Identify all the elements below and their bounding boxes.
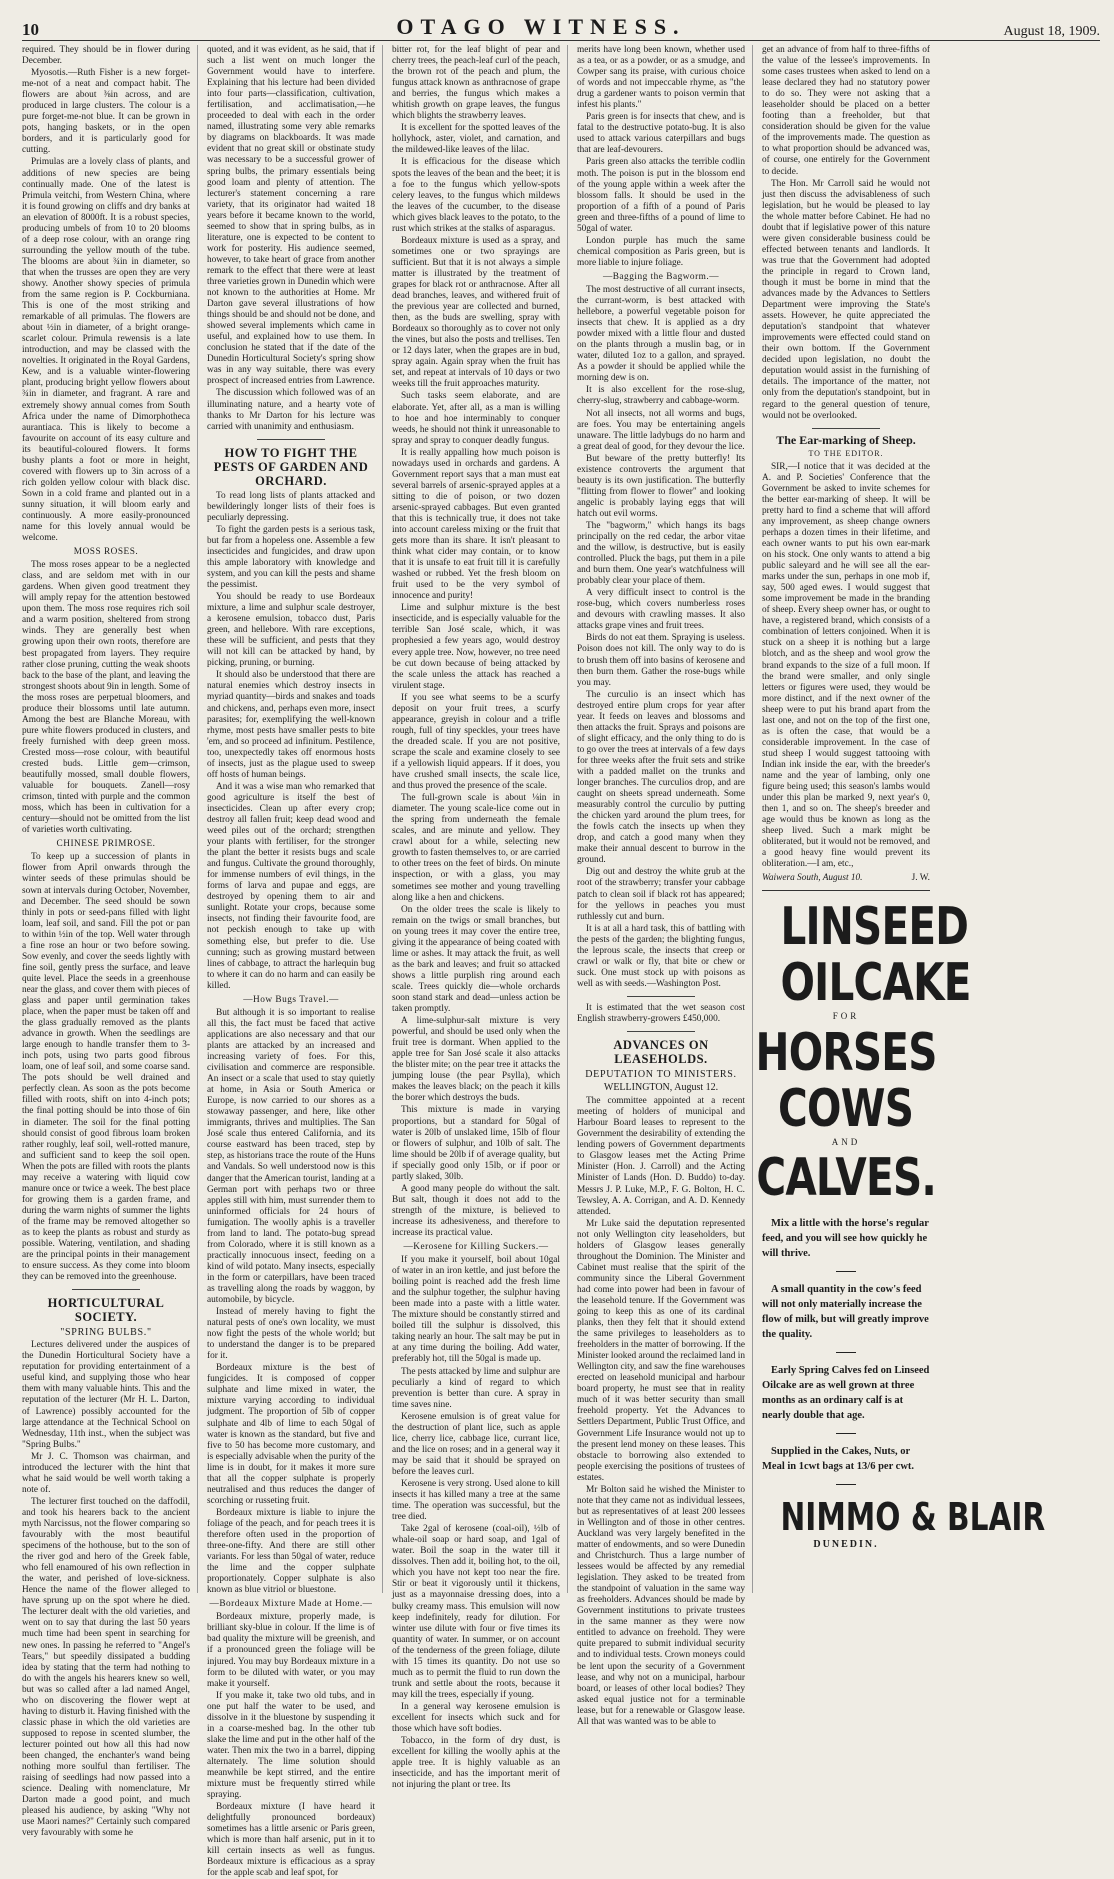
column-5 [755, 45, 1046, 1593]
paragraph: The discussion which followed was of an illuminating nature, and a hearty vote of thanks to Mr Darton for his lecture was carried with unanimity and enthusiasm. [207, 388, 375, 432]
dateline: WELLINGTON, August 12. [603, 1082, 719, 1094]
ad-word-linseed: LINSEED [780, 897, 969, 958]
paper-title: OTAGO WITNESS. [396, 14, 686, 39]
ad-for-label: FOR [832, 1011, 860, 1022]
ad-text-supply: Supplied in the Cakes, Nuts, or Meal in 1cwt bags at 13/6 per cwt. [762, 1445, 915, 1472]
section-subheading: —How Bugs Travel.— [243, 994, 339, 1005]
paragraph: Bordeaux mixture, properly made, is brilliant sky-blue in colour. If the lime is of bad quality the mixture will be greenish, and if a pronounced green the foliage will be injured. You may buy Bordeaux mixture in a form to be diluted with water, or you may make it yourself. [207, 1612, 375, 1689]
paragraph: If you make it, take two old tubs, and in one put half the water to be used, and dissolve in it the bluestone by suspending it in a coarse-meshed bag. In the other tub slake the lime and put in the other half of the water. Then mix the two in a barrel, dipping alternately. The lime solution should meanwhile be kept stirred, and the entire mixture must be frequently stirred while spraying. [207, 1690, 375, 1801]
paragraph: Kerosene is very strong. Used alone to kill insects it has killed many a tree at the same time. The operation was successful, but the tree died. [392, 1479, 560, 1523]
paragraph: If you make it yourself, boil about 10gal of water in an iron kettle, and just before the boiling point is reached add the fresh lime and the sulphur together, the sulphur having been made into a paste with a little water. The mixture should be constantly stirred and boiled till the sulphur is dissolved, this taking nearly an hour. The salt may be put in at any time during the boiling. Add water, preferably hot, till the 50gal is made up. [392, 1255, 560, 1365]
columns [22, 45, 1100, 1879]
article-headline: HORTICULTURAL SOCIETY. [47, 1296, 165, 1325]
ad-maker-name: NIMMO & BLAIR [780, 1494, 1046, 1539]
paragraph: The lecturer first touched on the daffodil, and took his hearers back to the ancient myth Narcissus, not the flower comparing so favourably with the most beautiful specimens of the hothouse, but to the son of the river god and hero of the Greek fable, who fell enamoured of his own reflection in the water, and perished of love-sickness. Hence the name of the flower alleged to have sprung up on the spot where he died. The lecturer dealt with the old varieties, and went on to say that during the last 50 years much time had been spent in searching for new ones. In passing he referred to "Angel's Tears," but speedily dissipated a budding idea by stating that the term had nothing to do with the angels his hearers knew so well, but was so called after a lad named Angel, who on discovering the flower wept at having to disturb it. Having finished with the classic phase in which the old varieties are supposed to repose in scented slumber, the lecturer pointed out how all this had now been changed, the enchanter's wand being nothing more soulful than fertiliser. The raising of seedlings had now passed into a science. Dealing with nomenclature, Mr Darton made a good point, and much pleased his audience, by asking "Why not use Maori names?" Certainly such compared very favourably with some he [22, 1496, 190, 1839]
paragraph: Not all insects, not all worms and bugs, are foes. You may be entertaining angels unaware. The little ladybugs do no harm and a great deal of good, for they devour the lice. [577, 408, 745, 452]
paragraph: Bordeaux mixture is the best of fungicides. It is composed of copper sulphate and lime mixed in water, the mixture varying according to individual judgment. The proportion of 5lb of copper sulphate and 4lb of lime to each 50gal of water is known as the standard, but five and five to 50 has become more customary, and is especially advisable when the purity of the lime is in doubt, for it makes it more sure that all the copper sulphate is properly neutralised and thus reduces the danger of scorching or russeting fruit. [207, 1363, 375, 1506]
divider [257, 439, 324, 440]
column-4 [577, 45, 753, 1727]
ad-text-cows: A small quantity in the cow's feed will not only materially increase the flow of milk, but will greatly improve the quality. [762, 1283, 929, 1340]
paragraph: Myosotis.—Ruth Fisher is a new forget-me-not of a neat and compact habit. The flowers are about ⅜in across, and are produced in large clusters. The colour is a pure forget-me-not blue. It can be grown in pots, hanging baskets, or in the open borders, and it is particularly good for cutting. [22, 68, 190, 156]
paragraph: London purple has much the same chemical composition as Paris green, but is more liable to injure foliage. [577, 235, 745, 268]
paragraph: Bordeaux mixture is used as a spray, and sometimes one or two sprayings are sufficient. But that it is not always a simple matter is illustrated by the treatment of grapes for black rot or anthracnose. After all dead branches, leaves, and withered fruit of the previous year are collected and burned, then, as the buds are swelling, spray with Bordeaux so thoroughly as to cover not only the vines, but also the posts and trellises. Ten or 12 days later, when the grapes are in bud, spray again. Again spray when the fruit has set, and repeat at intervals of 10 days or two weeks till the fruit approaches maturity. [392, 235, 560, 390]
paragraph: The committee appointed at a recent meeting of holders of municipal and Harbour Board leases to represent to the Government the desirability of extending the lending powers of Government departments to Glasgow leases met the Acting Prime Minister (Hon. J. Carroll) and the Acting Minister of Lands (Hon. D. Buddo) to-day. Messrs J. P. Luke, M.P., F. G. Bolton, H. C. Tewsley, A. A. Corrigan, and A. D. Kennedy attended. [577, 1096, 745, 1217]
paragraph: The most destructive of all currant insects, the currant-worm, is best attacked with hellebore, a powerful vegetable poison for insects that chew. It is applied as a dry powder mixed with a little flour and dusted on the plants through a muslin bag, or in water, diluted 1oz to a gallon, and sprayed. As a powder it should be applied while the morning dew is on. [577, 284, 745, 384]
ad-text-calves: Early Spring Calves fed on Linseed Oilcake are as well grown at three months as an ordinary calf is at nearly double that age. [762, 1364, 930, 1421]
paragraph: It should also be understood that there are natural enemies which destroy insects in myriad quantity—birds and snakes and toads and chickens, and, perhaps even more, insect parasites; for, exemplifying the well-known rhyme, most pests have smaller pests to bite 'em, and so proceed ad infinitum. Pestilence, too, unexpectedly takes off enormous hosts of insects, just as the plague used to sweep off hosts of human beings. [207, 670, 375, 780]
paragraph: Kerosene emulsion is of great value for the destruction of plant lice, such as apple lice, cherry lice, cabbage lice, currant lice, and the lice on roses; and in a general way it may be said that it should be sprayed on before the leaves curl. [392, 1411, 560, 1477]
paragraph: get an advance of from half to three-fifths of the value of the lessee's improvements. In some cases trustees when asked to lend on a lease declared they had no statutory power to do so. They were not asking that a leaseholder should be placed on a better footing than a freeholder, but that consideration should be given for the value of the improvements made. The question as to what proportion should be advanced was, of course, one entirely for the Government to decide. [762, 45, 930, 177]
paragraph: You should be ready to use Bordeaux mixture, a lime and sulphur scale destroyer, a kerosene emulsion, tobacco dust, Paris green, and hellebore. With rare exceptions, these will be sufficient, and pests that they will not kill can be attacked by hand, by picking, pruning, or burning. [207, 592, 375, 669]
paragraph: Birds do not eat them. Spraying is useless. Poison does not kill. The only way to do is to brush them off into basins of kerosene and then burn them. Gather the rose-bugs while you may. [577, 633, 745, 688]
paragraph: The moss roses appear to be a neglected class, and are seldom met with in our gardens. When given good treatment they will amply repay for the attention bestowed upon them. The moss rose requires rich soil and a warm position, sheltered from strong winds. They are generally best when growing upon their own roots, therefore are best propagated from layers. They require rather close pruning, cutting the weak shoots back to the base of the plant, and leaving the strongest shoots about 9in in length. Some of the moss roses are perpetual bloomers, and produce their blossoms until late autumn. Among the best are Blanche Moreau, with pure white flowers produced in clusters, and freely furnished with deep green moss. Crested moss—rose colour, with beautiful crested buds. Little gem—crimson, beautifully mossed, small double flowers, valuable for bouquets. Zanell—rosy crimson, tinted with purple and the common moss, which has been in cultivation for a century—should not be omitted from the list of varieties worth cultivating. [22, 560, 190, 836]
letter-addressee: TO THE EDITOR. [808, 448, 884, 458]
ad-line-horses [755, 1022, 937, 1083]
paragraph: Primulas are a lovely class of plants, and additions of new species are being continually made. One of the latest is Primula veitchi, from Western China, where it is found growing on cliffs and dry banks at an elevation of 8000ft. It is a robust species, producing umbels of from 10 to 20 blooms of a deep rose colour, with an orange ring surrounding the yellow mouth of the tube. The blooms are about ¾in in diameter, so that when the trusses are open they are very showy. Another showy species of primula from the same region is P. Cockburniana. This is one of the most striking and remarkable of all primulas. The flowers are about ½in in diameter, of a bright orange-scarlet colour. Primula rewensis is a late introduction, and may be classed with the novelties. It originated in the Royal Gardens, Kew, and is a valuable winter-flowering plant, producing bright yellow flowers about ¾in in diameter, and fragrant. A rare and extremely showy annual comes from South Africa under the name of Dimorphotheca aurantiaca. This is likely to become a favourite on account of its easy culture and its beautiful-coloured flowers. It forms bushy plants a foot or more in height, covered with flowers up to 3in across of a rich golden yellow colour with black disc. Sown in a cold frame and planted out in a sunny situation, it will bloom early and continuously. A more easily-pronounced name for this lovely annual would be welcome. [22, 157, 190, 544]
ad-word-cows: COWS [778, 1078, 914, 1139]
ad-word-calves: CALVES. [756, 1147, 936, 1208]
paragraph: It is at all a hard task, this of battling with the pests of the garden; the blighting fungus, the leprous scale, the insects that creep or crawl or walk or fly, that bite or chew or suck. One must stock up with poisons as well as with seeds.—Washington Post. [577, 923, 745, 989]
paragraph: Paris green is for insects that chew, and is fatal to the destructive potato-bug. It is also used to attack various caterpillars and bugs that are leaf-devourers. [577, 112, 745, 156]
ad-maker-town: DUNEDIN. [813, 1538, 879, 1550]
paragraph: Mr Luke said the deputation represented not only Wellington city leaseholders, but holders of Glasgow leases generally throughout the Dominion. The Minister and Cabinet must realise that the spirit of the community since the Liberal Government had come into power had been in favour of the leasehold tenure. If the Government was going to keep this as one of its cardinal planks, then they felt that it should extend the same privileges to leaseholders as to freeholders in the matter of borrowing. If the Minister looked around the reclaimed land in Wellington city, and saw the fine warehouses erected on leasehold municipal and harbour board property, he must see that in reality much of it was better security than small freehold property. Yet the Advances to Settlers Department, Public Trust Office, and Government Life Insurance would not up to the present lend money on these leases. This obstacle to borrowing also extended to people exercising the positions of trustees of estates. [577, 1218, 745, 1483]
paragraph: Lectures delivered under the auspices of the Dunedin Horticultural Society have a reputation for providing entertainment of a useful kind, and supplying those who hear them with many valuable hints. This and the reputation of the lecturer (Mr H. L. Darton, of Lawrence) possibly accounted for the large attendance at the Technical School on Wednesday, 11th inst., when the subject was "Spring Bulbs." [22, 1340, 190, 1450]
paragraph: If you see what seems to be a scurfy deposit on your fruit trees, a scurfy appearance, greyish in colour and a trifle rough, full of tiny speckles, your trees have the dreaded scale. If you are not positive, scrape the scale and examine closely to see if a yellowish liquid appears. If it does, you have crushed small insects, the scale lice, and thus proved the presence of the scale. [392, 692, 560, 792]
paragraph: bitter rot, for the leaf blight of pear and cherry trees, the peach-leaf curl of the peach, the brown rot of the peach and plum, the fungus attack known as anthracnose of grape and berries, the fungus which makes a whitish growth on grape leaves, the fungus which blights the strawberry leaves. [392, 45, 560, 122]
ad-line-calves [756, 1147, 936, 1208]
paragraph: Bordeaux mixture is liable to injure the foliage of the peach, and for peach trees it is therefore often used in the proportion of three-one-fifty. And there are still other variants. For less than 50gal of water, reduce the lime and the copper sulphate proportionately. Copper sulphate is also known as blue vitriol or bluestone. [207, 1507, 375, 1596]
paragraph: To keep up a succession of plants in flower from April onwards through the winter seeds of these primulas should be sown at intervals during October, November, and December. The seed should be sown thinly in pots or seed-pans filled with light loam, leaf soil, and sand. Fill the pot or pan to within ½in of the top. Well water through a fine rose an hour or two before sowing. Sow evenly, and cover the seeds lightly with fine soil, gently press the surface, and leave quite level. Place the seeds in a greenhouse near the glass, and cover them with pieces of glass and paper until germination takes place, when the paper must be taken off and the glass gradually removed as the plants advance in growth. When the seedlings are large enough to handle transfer them to 3-inch pots, using two parts good fibrous loam, one of leaf soil, and some coarse sand. The pots should be well drained and perfectly clean. As soon as the pots become filled with roots, shift on into 4-inch pots; the final potting should be into those of 6in in diameter. The soil for the final potting should consist of good fibrous loam broken rather roughly, leaf soil, well-rotted manure, and sufficient sand to keep the soil open. When the pots are filled with roots the plants may receive a watering with liquid cow manure once or twice a week. The best place for growing them is a garden frame, and during the warm nights of summer the lights of the frame may be removed altogether so as to keep the plants as robust and sturdy as possible. Watering, ventilation, and shading are the principal points in their management to ensure success. As they come into bloom they can be removed into the greenhouse. [22, 852, 190, 1283]
page-number: 10 [22, 20, 39, 39]
section-subheading: CHINESE PRIMROSE. [56, 839, 156, 850]
paragraph: The curculio is an insect which has destroyed entire plum crops for year after year. It feeds on leaves and blossoms and then attacks the fruit. Sprays and poisons are of slight efficacy, and the only thing to do is to go over the trees at intervals of a few days for three weeks after the fruit sets and strike with a padded mallet on the trunks and longer branches. The curculios drop, and are caught on sheets spread underneath. Some measurably control the curculio by putting the chicken yard around the plum trees, for the fowls catch the insects up when they drop, and catch a good many when they make their annual descent to burrow in the ground. [577, 689, 745, 866]
paragraph: Paris green also attacks the terrible codlin moth. The poison is put in the blossom end of the young apple within a week after the blossom falls. It should be used in the proportion of a fifth of a pound of Paris green and three-fifths of a pound of lime to 50gal of water. [577, 157, 745, 234]
signature-initials: J. W. [911, 873, 930, 884]
masthead [22, 8, 1100, 41]
divider [627, 1031, 694, 1032]
ad-dash [836, 1271, 856, 1272]
paragraph: Mr Bolton said he wished the Minister to note that they came not as individual lessees, but as representatives of at least 200 lessees in Wellington and of those in other centres. Auckland was very largely benefited in the matter of endowments, and so were Dunedin and Christchurch. Thus a large number of lessees would be affected by any remedial legislation. They asked to be treated from the standpoint of valuation in the same way as freeholders. Advances should be made by Government institutions to private trustees in the same manner as they were now entitled to advance on freehold. They were quite prepared to submit individual security and to individual tests. Crown moneys could be lent upon the security of a Government lease, and why not on a municipal, harbour board, or leases of other local bodies? They asked equal justice not for a terminable lease, but for a renewable or Glasgow lease. All that was wanted was to be able to [577, 1484, 745, 1727]
paragraph: Bordeaux mixture (I have heard it delightfully pronounced bordeaux) sometimes has a little arsenic or Paris green, which is more than half arsenic, put in it to kill certain insects as well as fungus. Bordeaux mixture is efficacious as a spray for the apple scab and leaf spot, for [207, 1802, 375, 1879]
paragraph: In a general way kerosene emulsion is excellent for insects which suck and for those which have soft bodies. [392, 1701, 560, 1735]
ad-text-horses: Mix a little with the horse's regular feed, and you will see how quickly he will thrive. [762, 1217, 929, 1259]
paragraph: And it was a wise man who remarked that good agriculture is itself the best of insecticides. Clean up after every crop; destroy all fallen fruit; keep dead wood and weed piles out of the orchard; strengthen your plants with fertiliser, for the stronger the plant the better it resists bugs and scale and fungus. Cultivate the ground thoroughly, for immense numbers of evil things, in the forms of larva and pupae and eggs, are destroyed by opening them to air and sunlight. Rotate your crops, because some insects, not finding their favourite food, are not peckish enough to take up with something else, but prefer to die. Use cunning; such as growing mustard between lines of cabbage, to attract the harlequin bug to where it can do no harm and can easily be killed. [207, 781, 375, 991]
paragraph: Tobacco, in the form of dry dust, is excellent for killing the woolly aphis at the apple tree. It is highly valuable as an insecticide, and has the important merit of not injuring the plant or tree. Its [392, 1736, 560, 1791]
article-subheading: "SPRING BULBS." [60, 1327, 152, 1339]
paragraph: The full-grown scale is about ⅛in in diameter. The young scale-lice come out in the spring from underneath the female scales, and are minute and yellow. They crawl about for a while, selecting new growth to fasten themselves to, or are carried to other trees on the feet of birds. On minute inspection, or with a glass, you may sometimes see mother and young travelling along like a hen and chickens. [392, 793, 560, 903]
letter-headline: The Ear-marking of Sheep. [776, 432, 916, 447]
paragraph: To read long lists of plants attacked and bewilderingly longer lists of their foes is peculiarly depressing. [207, 490, 375, 523]
ad-word-horses: HORSES [755, 1022, 937, 1083]
ad-dash [836, 1433, 856, 1434]
paragraph: The pests attacked by lime and sulphur are peculiarly a kind of regard to which prevention is better than cure. A spray in time saves nine. [392, 1366, 560, 1410]
paragraph: To fight the garden pests is a serious task, but far from a hopeless one. Assemble a few insecticides and fungicides, and draw upon this ample laboratory with knowledge and system, and you can kill the pests and shame the pessimist. [207, 524, 375, 591]
paragraph: Mr J. C. Thomson was chairman, and introduced the lecturer with the hint that what he said would be well worth taking a note of. [22, 1451, 190, 1495]
paragraph: Take 2gal of kerosene (coal-oil), ½lb of whale-oil soap or hard soap, and 1gal of water. Boil the soap in the water till it dissolves. Then add it, boiling hot, to the oil, which you have not kept too near the fire. Stir or beat it vigorously until it thickens, just as a mayonnaise dressing does, into a bulky creamy mass. This emulsion will now keep indefinitely, ready for dilution. For winter use dilute with four or five times its quantity of water. In summer, or on account of the tenderness of the green foliage, dilute with 15 times its quantity. Do not use so much as to permit the fluid to run down the trunk and settle about the roots, because it may kill the trees, especially if young. [392, 1524, 560, 1700]
column-3 [392, 45, 568, 1791]
section-subheading: —Bagging the Bagworm.— [602, 271, 720, 282]
paragraph: It is excellent for the spotted leaves of the hollyhock, aster, violet, and carnation, and the mildewed-like leaves of the lilac. [392, 123, 560, 156]
paragraph: The Hon. Mr Carroll said he would not just then discuss the advisableness of such legislation, but he would be pleased to lay the whole matter before Cabinet. He had no doubt that if legislative power of this nature were given considerable business could be effected between tenants and landlords. It was true that the Government had adopted the principle in regard to Crown land, though it must be borne in mind that the advances made by the Advances to Settlers Department were improving the State's assets. However, he quite appreciated the deputation's standpoint that whatever improvements were effected could stand on their own bottom. If the Government decided upon legislation, no doubt the deputation would assist in the furnishing of details. The importance of the matter, not only from the deputation's standpoint, but in regard to the general question of tenure, would not be overlooked. [762, 178, 930, 421]
paragraph: It is estimated that the wet season cost English strawberry-growers £450,000. [577, 1002, 745, 1024]
paragraph: A very difficult insect to control is the rose-bug, which covers numberless roses and devours with crawling masses. It also attacks grape vines and fruit trees. [577, 588, 745, 632]
paragraph: But beware of the pretty butterfly! Its existence controverts the argument that beauty is its own justification. The butterfly "flitting from flower to flower" and looking angelic is probably laying eggs that will hatch out evil worms. [577, 453, 745, 519]
oilcake-advertisement [755, 890, 1046, 1550]
ad-dash [836, 1352, 856, 1353]
column-2 [207, 45, 383, 1879]
paragraph: merits have long been known, whether used as a tea, or as a powder, or as a smudge, and Cowper sang its praise, with curious choice of words and not impeccable rhyme, as "the drug a gardener wants to poison vermin that infest his plants." [577, 45, 745, 111]
ad-word-oilcake: OILCAKE [780, 953, 971, 1014]
section-subheading: —Kerosene for Killing Suckers.— [403, 1242, 549, 1253]
paragraph: A good many people do without the salt. But salt, though it does not add to the strength of the mixture, is believed to increase its adhesiveness, and therefore to increase its practical value. [392, 1183, 560, 1238]
issue-date: August 18, 1909. [1003, 24, 1100, 39]
paragraph: On the older trees the scale is likely to remain on the twigs or small branches, but on young trees it may cover the entire tree, giving it the appearance of being coated with lime or ashes. It may attack the fruit, as well as the bark and leaves; and fruit so attacked shows a little purplish ring around each scale. Trees quickly die—whole orchards soon stand stark and dead—unless action be taken promptly. [392, 904, 560, 1015]
paragraph: But although it is so important to realise all this, the fact must be faced that active applications are also necessary and that our plants are attacked by an increased and increasing variety of foes. For this, civilisation and commerce are responsible. An insect or a scale that used to stay quietly at home, in Asia or South America or Europe, is now carried to our shores as a stowaway passenger, and here, like other immigrants, thrives and multiplies. The San José scale thus entered California, and its course eastward has been traced, step by step, as historians trace the route of the Huns and Vandals. So well understood now is this danger that the American tourist, landing at a German port with perhaps two or three apples still with him, must surrender them to uninformed officials for 24 hours of fumigation. The woolly aphis is a traveller from land to land. The potato-bug spread from Colorado, where it is still known as a practically innocuous insect, feeding on a kind of wild potato. Many insects, especially in the form or caterpillars, have been traced as travelling along the roads by waggon, by automobile, by bicycle. [207, 1007, 375, 1306]
column-1 [22, 45, 198, 1839]
paragraph: It is also excellent for the rose-slug, cherry-slug, strawberry and cabbage-worm. [577, 385, 745, 407]
ad-and-label: AND [831, 1136, 861, 1147]
divider [72, 1289, 139, 1290]
signature-place: Waiwera South, August 10. [762, 873, 863, 884]
paragraph: required. They should be in flower during December. [22, 45, 190, 67]
ad-dash [836, 1484, 856, 1485]
article-headline: ADVANCES ON LEASEHOLDS. [613, 1038, 709, 1067]
ad-line-cows [762, 1078, 930, 1139]
paragraph: The "bagworm," which hangs its bags principally on the red cedar, the arbor vitae and the willow, is destructive, but is easily controlled. Pluck the bags, put them in a pile and burn them. One year's watchfulness will probably clear your place of them. [577, 520, 745, 587]
section-subheading: —Bordeaux Mixture Made at Home.— [209, 1599, 373, 1610]
paragraph: It is efficacious for the disease which spots the leaves of the bean and the beet; it is a foe to the fungus which yellow-spots celery leaves, to the fungus which mildews the leaves of the cucumber, to the disease which gives black leaves to the potato, to the rust which strikes at the stalks of asparagus. [392, 157, 560, 234]
article-headline: HOW TO FIGHT THE PESTS OF GARDEN AND ORCHARD. [213, 445, 369, 488]
divider [812, 428, 879, 429]
paragraph: Instead of merely having to fight the natural pests of one's own locality, we must now fight the pests of the whole world; but to understand the danger is to be prepared for it. [207, 1307, 375, 1362]
paragraph: A lime-sulphur-salt mixture is very powerful, and should be used only when the fruit tree is dormant. When applied to the apple tree for San José scale it also attacks the blister mite; on the pear tree it attacks the jumping louse (the pear Psylla), which makes the leaves black; on the peach it kills the borer which destroys the buds. [392, 1016, 560, 1104]
paragraph: SIR,—I notice that it was decided at the A. and P. Societies' Conference that the Government be asked to invite schemes for the better ear-marking of sheep. It will be pretty hard to find a scheme that will afford any improvement, as sheep change owners perhaps a dozen times in their lifetime, and each owner wants to put his own ear-mark on his stock. One only wants to attend a big public saleyard and he will see all the ear-marks under the sun, perhaps in one mob if, say, 500 aged ewes. I would suggest that some improvement be made in the branding of sheep. Every sheep owner has, or ought to have, a registered brand, which consists of a combination of letters conjoined. When it is stuck on a sheep it is nothing but a large blotch, and as the sheep and wool grow the brand expands to the size of a full moon. If the brand were smaller, and only single letters or figures were used, they would be more distinct, and if the next owner of the sheep were to put his brand apart from the last one, and not on the top of the first one, as is often the case, that would be a considerable improvement. In the case of stud sheep I would suggest tattooing with Indian ink inside the ear, with the breeder's name and the year of lambing, only one figure being used; this season's lambs would under this plan be marked 9, next year's 0, then 1, and so on. The sheep's breeder and age would thus be known as long as the sheep lived. Such a mark might be obliterated, but it would not be removed, and a good heavy fine would prevent its obliteration.—I am, etc., [762, 461, 930, 870]
paragraph: It is really appalling how much poison is nowadays used in orchards and gardens. A Government report says that a man must eat several barrels of arsenic-sprayed apples at a sitting to die of poison, or two dozen arsenic-sprayed cabbages. But even granted that this is technically true, it does not take into account careless mixing or the fruit that gets more than its share. It isn't pleasant to think what cider may contain, or to know that it is unsafe to eat fruit till it is carefully washed or rubbed. Yet the fresh bloom on fruit used to be the very symbol of innocence and purity! [392, 447, 560, 602]
paragraph: quoted, and it was evident, as he said, that if such a list went on much longer the Government would have to interfere. Explaining that his lecture had been divided into four parts—classification, cultivation, fertilisation, and acclimatisation,—he proceeded to deal with each in the order named, illustrating some very able remarks by diagrams on blackboards. It was made evident that no great skill or obstinate study was necessary to be a successful grower of spring bulbs, the primary essentials being good loam and plenty of attention. The lecturer's statement concerning a rare variety, that its originator had waited 18 years before it became known to the world, seemed to show that in spring bulbs, as in literature, one is expected to be content to work for posterity. His audience seemed, however, to take heart of grace from another remark to the effect that there were at least three varieties grown in Dunedin which were not known to the authorities at Home. Mr Darton gave several illustrations of how things should be and should not be done, and showed several implements which came in useful, and explained how to use them. In conclusion he stated that if the date of the Dunedin Horticultural Society's spring show was in any way suitable, there was every prospect of increased entries from Lawrence. [207, 45, 375, 387]
paragraph: Lime and sulphur mixture is the best insecticide, and is especially valuable for the terrible San José scale, which, it was prophesied a few years ago, would destroy every apple tree. Now, however, no tree need be cut down because of being attacked by the scale unless the attack has reached a virulent stage. [392, 603, 560, 691]
paragraph: This mixture is made in varying proportions, but a standard for 50gal of water is 20lb of unslaked lime, 15lb of flour or flowers of sulphur, and 10lb of salt. The lime should be 20lb if of average quality, but if specially good only 15lb, or if poor or partly slaked, 30lb. [392, 1105, 560, 1182]
divider [627, 996, 694, 997]
letter-signature [762, 873, 930, 884]
article-subheading: DEPUTATION TO MINISTERS. [585, 1069, 737, 1081]
section-subheading: MOSS ROSES. [73, 547, 139, 558]
paragraph: Such tasks seem elaborate, and are elaborate. Yet, after all, as a man is willing to hoe and hoe interminably to conquer weeds, he should not think it unreasonable to spray and spray to conquer deadly fungus. [392, 391, 560, 446]
paragraph: Dig out and destroy the white grub at the root of the strawberry; transfer your cabbage patch to clean soil if black rot has appeared; for the yellows in peaches you must ruthlessly cut and burn. [577, 867, 745, 922]
